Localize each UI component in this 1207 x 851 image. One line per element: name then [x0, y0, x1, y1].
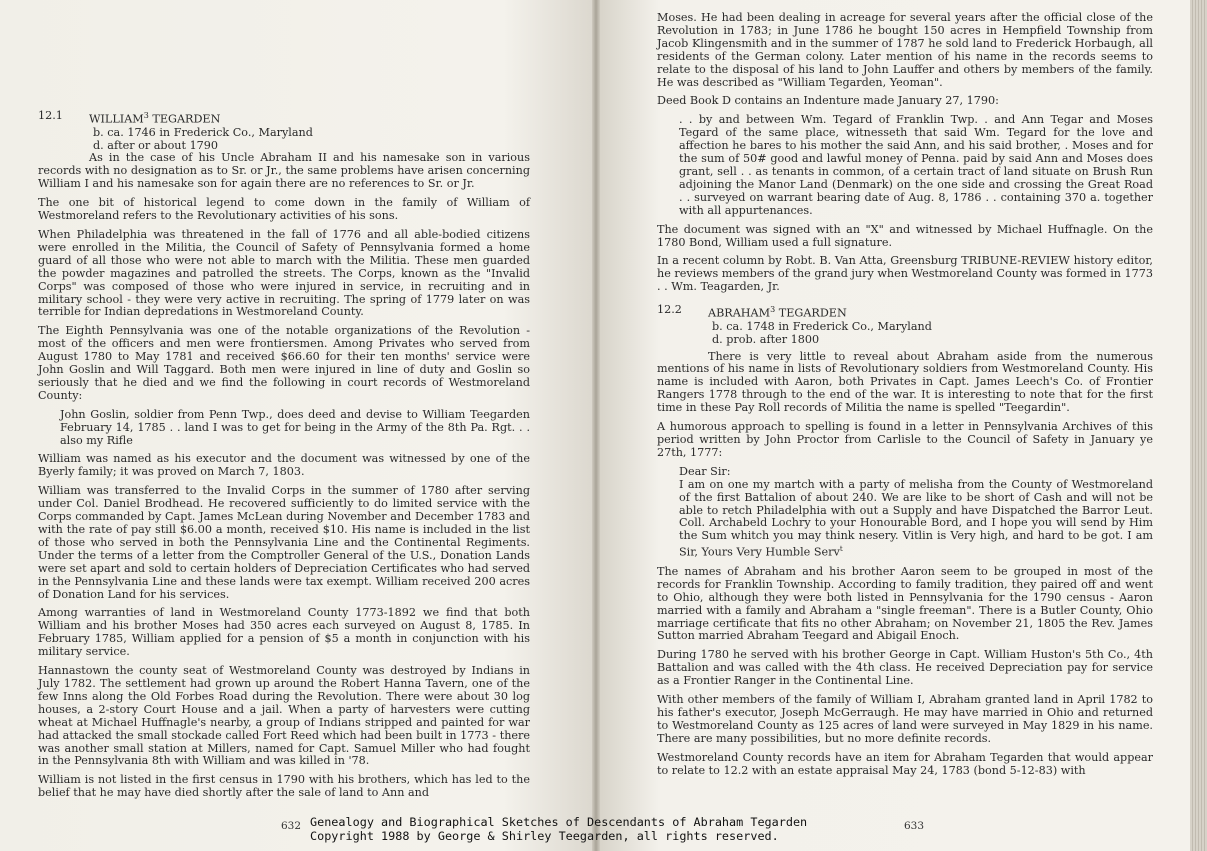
entry-surname: TEGARDEN	[778, 306, 847, 320]
entry-number: 12.2	[657, 303, 682, 317]
paragraph: When Philadelphia was threatened in the fall of 1776 and all able-bodied citizens were enrolled in the Militia, the Council of Safety of Pennsylvania formed a home guard of all those who were not able to march with the Militia. These men guarded the powder magazines and patrolled the streets. The Corps, known as the "Invalid Corps" was composed of those who were injured in service, in recruiting and in military school - they were very active in recruiting. The spring of 1779 later on was terrible for Indian depredations in Westmoreland County.	[38, 227, 530, 319]
letter-body	[679, 479, 1153, 560]
footer-copyright: Copyright 1988 by George & Shirley Teegarden, all rights reserved.	[310, 828, 779, 843]
letter-salutation: Dear Sir:	[679, 464, 731, 478]
paragraph: Among warranties of land in Westmoreland County 1773-1892 we find that both William and his brother Moses had 350 acres each surveyed on August 8, 1785. In February 1785, William applied for a pension of $5 a month in conjunction with his military service.	[38, 606, 530, 659]
paragraph: The document was signed with an "X" and witnessed by Michael Huffnagle. On the 1780 Bond, William used a full signature.	[657, 222, 1153, 249]
paragraph: William was named as his executor and the document was witnessed by one of the Byerly family; it was proved on March 7, 1803.	[38, 452, 530, 479]
footer-title: Genealogy and Biographical Sketches of Descendants of Abraham Tegarden	[310, 815, 808, 829]
paragraph: William was transferred to the Invalid Corps in the summer of 1780 after serving under Col. Daniel Brodhead. He recovered sufficiently to do limited service with the Corps commanded by Capt. James McLean during November and December 1783 and with the rate of pay still $6.00 a month, received $10. His name is included in the list of those who served in both the Pennsylvania Line and the Continental Regiments. Under the terms of a letter from the Comptroller General of the U.S., Donation Lands were set apart and sold to certain holders of Depreciation Certificates who had served in the Pennsylvania Line and these lands were tax exempt. William received 200 acres of Donation Land for his services.	[38, 484, 531, 601]
paragraph: The Eighth Pennsylvania was one of the notable organizations of the Revolution - most of the officers and men were frontiersmen. Among Privates who served from August 1780 to May 1781 and received $66.60 for their ten months' service were John Goslin and Will Taggard. Both men were injured in line of duty and Goslin so seriously that he died and we find the following in court records of Westmoreland County:	[38, 324, 530, 402]
paragraph: Deed Book D contains an Indenture made January 27, 1790:	[657, 94, 999, 108]
entry-heading-12-2	[657, 304, 1153, 346]
entry-number: 12.1	[38, 109, 63, 122]
paragraph: During 1780 he served with his brother George in Capt. William Huston's 5th Co., 4th Battalion and was called with the 4th class. He received Depreciation pay for service as a Frontier Ranger in the Continental Line.	[657, 648, 1153, 688]
right-page-text	[657, 12, 1153, 784]
court-record-quote: John Goslin, soldier from Penn Twp., does deed and devise to William Teegarden February 14, 1785 . . land I was to get for being in the Army of the 8th Pa. Rgt. . . also my Rifle	[60, 407, 530, 447]
entry-birth: b. ca. 1746 in Frederick Co., Maryland	[93, 125, 313, 139]
proctor-letter	[679, 466, 1153, 560]
paragraph: Westmoreland County records have an item for Abraham Tegarden that would appear to relate to 12.2 with an estate appraisal May 24, 1783 (bond 5-12-83) with	[657, 750, 1153, 777]
paragraph: In a recent column by Robt. B. Van Atta, Greensburg TRIBUNE-REVIEW history editor, he reviews members of the grand jury when Westmoreland County was formed in 1773 . . Wm. Teagarden, Jr.	[657, 254, 1154, 294]
entry-details	[708, 304, 1153, 346]
book-page-edges	[1190, 0, 1207, 851]
generation-number: 3	[143, 111, 149, 120]
paragraph: The one bit of historical legend to come down in the family of William of Westmoreland refers to the Revolutionary activities of his sons.	[38, 196, 530, 223]
paragraph: With other members of the family of William I, Abraham granted land in April 1782 to his father's executor, Joseph McGerraugh. He may have married in Ohio and returned to Westmoreland County as 125 acres of land were surveyed in May 1829 in his name. There are many possibilities, but no more definite records.	[657, 693, 1153, 745]
right-page	[600, 0, 1190, 851]
entry-birth: b. ca. 1748 in Frederick Co., Maryland	[712, 319, 932, 333]
paragraph: Hannastown the county seat of Westmoreland County was destroyed by Indians in July 1782. The settlement had grown up around the Robert Hanna Tavern, one of the few Inns along the Old Forbes Road during the Revolution. There were about 30 log houses, a 2-story Court House and a jail. When a party of harvesters were cutting wheat at Michael Huffnagle's nearby, a group of Indians stripped and painted for war had attacked the small stockade called Fort Reed which had been built in 1773 - there was another small station at Millers, named for Capt. Samuel Miller who had fought in the Pennsylvania 8th with William and was killed in '78.	[38, 664, 530, 768]
paragraph: There is very little to reveal about Abraham aside from the numerous mentions of his name in lists of Revolutionary soldiers from Westmoreland County. His name is included with Aaron, both Privates in Capt. James Leech's Co. of Frontier Rangers 1778 through to the end of the war. It is interesting to note that for the first time in these Pay Roll records of Militia the name is spelled "Teegardin".	[657, 349, 1153, 415]
copyright-footer	[310, 816, 870, 843]
entry-heading-12-1	[38, 110, 530, 152]
paragraph: The names of Abraham and his brother Aaron seem to be grouped in most of the records for Franklin Township. According to family tradition, they paired off and went to Ohio, although they were both listed in Pennsylvania for the 1790 census - Aaron married with a family and Abraham a "single freeman". There is a Butler County, Ohio marriage certificate that fits no other Abraham; on November 21, 1805 the Rev. James Sutton married Abraham Teegard and Abigail Enoch.	[657, 564, 1153, 643]
entry-name: ABRAHAM	[708, 306, 771, 320]
generation-number: 3	[770, 305, 776, 315]
entry-surname: TEGARDEN	[152, 112, 221, 126]
left-page	[0, 0, 592, 851]
entry-death: d. prob. after 1800	[712, 332, 820, 346]
paragraph: William is not listed in the first census in 1790 with his brothers, which has led to the belief that he may have died shortly after the sale of land to Ann and	[38, 773, 530, 800]
letter-superscript: t	[839, 545, 843, 554]
left-page-text	[38, 110, 530, 806]
page-number-right: 633	[904, 820, 925, 832]
paragraph: A humorous approach to spelling is found in a letter in Pennsylvania Archives of this period written by John Proctor from Carlisle to the Council of Safety in January ye 27th, 1777:	[657, 420, 1153, 459]
paragraph: Moses. He had been dealing in acreage for several years after the official close of the Revolution in 1783; in June 1786 he bought 150 acres in Hempfield Township from Jacob Klingensmith and in the summer of 1787 he sold land to Frederick Horbaugh, all residents of the German colony. Later mention of his name in the records seems to relate to the disposal of his land to John Lauffer and others by members of the family. He was described as "William Tegarden, Yeoman".	[657, 11, 1153, 89]
indenture-quote: . . by and between Wm. Tegard of Franklin Twp. . and Ann Tegar and Moses Tegard of the same place, witnesseth that said Wm. Tegard for the love and affection he bares to his mother the said Ann, and his said brother, . Moses and for the sum of 50# good and lawful money of Penna. paid by said Ann and Moses does grant, sell . . as tenants in common, of a certain tract of land situate on Brush Run adjoining the Manor Land (Denmark) on the one side and crossing the Great Road . . surveyed on warrant bearing date of Aug. 8, 1786 . . containing 370 a. together with all appurtenances.	[679, 113, 1153, 217]
page-number-left: 632	[281, 820, 302, 832]
entry-name: WILLIAM	[89, 112, 144, 126]
entry-details	[89, 110, 530, 152]
paragraph: As in the case of his Uncle Abraham II and his namesake son in various records with no designation as to Sr. or Jr., the same problems have arisen concerning William I and his namesake son for again there are no references to Sr. or Jr.	[38, 151, 530, 191]
letter-text: I am on one my martch with a party of melisha from the County of Westmoreland of the first Battalion of about 240. We are like to be short of Cash and will not be able to retch Philadelphia with out a Supply and have Dispatched the Barror Leut. Coll. Archabeld Lochry to your Honourable Bord, and I hope you will send by Him the Sum whitch you may think nesery. Vitlin is Very high, and hard to be got. I am Sir, Yours Very Humble Serv	[679, 477, 1153, 559]
book-gutter	[592, 0, 600, 851]
entry-death: d. after or about 1790	[93, 138, 219, 152]
